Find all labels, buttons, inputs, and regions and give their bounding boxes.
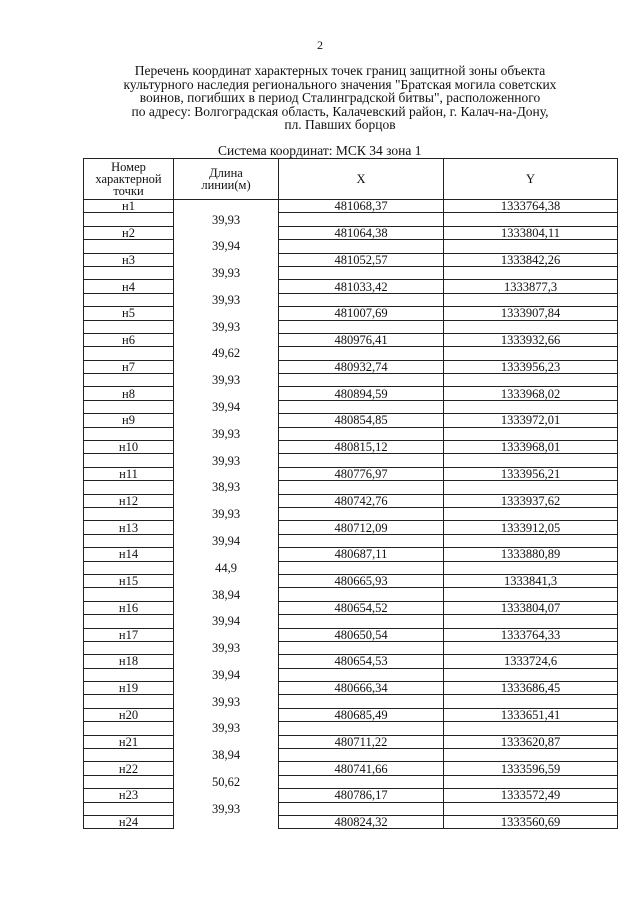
segment-length: 39,93: [174, 507, 279, 520]
y-empty: [444, 802, 618, 815]
length-spacer: [174, 467, 279, 480]
point-name: н16: [84, 601, 174, 614]
x-coordinate: 480666,34: [279, 682, 444, 695]
segment-row: [84, 588, 618, 601]
point-name: н10: [84, 441, 174, 454]
point-name-empty: [84, 481, 174, 494]
point-row: [84, 387, 618, 400]
point-name: н15: [84, 574, 174, 587]
point-name-empty: [84, 347, 174, 360]
point-name: н3: [84, 253, 174, 266]
point-row: [84, 708, 618, 721]
point-row: [84, 441, 618, 454]
y-coordinate: 1333877,3: [444, 280, 618, 293]
point-name: н5: [84, 307, 174, 320]
length-spacer: [174, 708, 279, 721]
segment-length: 49,62: [174, 347, 279, 360]
x-coordinate: 481052,57: [279, 253, 444, 266]
y-coordinate: 1333841,3: [444, 574, 618, 587]
segment-length: 39,94: [174, 615, 279, 628]
segment-row: [84, 534, 618, 547]
x-empty: [279, 347, 444, 360]
point-name-empty: [84, 695, 174, 708]
y-empty: [444, 427, 618, 440]
point-row: [84, 467, 618, 480]
y-empty: [444, 588, 618, 601]
x-empty: [279, 293, 444, 306]
x-empty: [279, 695, 444, 708]
point-row: [84, 307, 618, 320]
length-spacer: [174, 548, 279, 561]
segment-length: 39,93: [174, 695, 279, 708]
length-spacer: [174, 628, 279, 641]
point-row: [84, 762, 618, 775]
point-name: н22: [84, 762, 174, 775]
x-coordinate: 480894,59: [279, 387, 444, 400]
table-body: [84, 200, 618, 829]
segment-length: 39,93: [174, 320, 279, 333]
x-coordinate: 481064,38: [279, 226, 444, 239]
point-name: н14: [84, 548, 174, 561]
y-coordinate: 1333956,21: [444, 467, 618, 480]
segment-length: 50,62: [174, 775, 279, 788]
point-row: [84, 548, 618, 561]
point-name-empty: [84, 400, 174, 413]
segment-length: 39,93: [174, 293, 279, 306]
point-name-empty: [84, 749, 174, 762]
length-spacer: [174, 226, 279, 239]
point-row: [84, 253, 618, 266]
table-header-row: [84, 159, 618, 200]
point-name-empty: [84, 534, 174, 547]
point-name: н24: [84, 815, 174, 828]
length-spacer: [174, 494, 279, 507]
segment-length: 39,93: [174, 427, 279, 440]
y-coordinate: 1333972,01: [444, 414, 618, 427]
y-empty: [444, 695, 618, 708]
x-coordinate: 480976,41: [279, 333, 444, 346]
length-spacer: [174, 307, 279, 320]
y-coordinate: 1333724,6: [444, 655, 618, 668]
point-row: [84, 574, 618, 587]
x-coordinate: 480854,85: [279, 414, 444, 427]
segment-length: 39,93: [174, 266, 279, 279]
x-empty: [279, 213, 444, 226]
point-name: н7: [84, 360, 174, 373]
segment-length: 38,94: [174, 588, 279, 601]
point-row: [84, 333, 618, 346]
y-coordinate: 1333907,84: [444, 307, 618, 320]
y-empty: [444, 561, 618, 574]
point-row: [84, 494, 618, 507]
y-empty: [444, 749, 618, 762]
header-line-length: Длина линии(м): [174, 159, 279, 200]
point-name: н18: [84, 655, 174, 668]
segment-row: [84, 481, 618, 494]
segment-row: [84, 293, 618, 306]
segment-length: 39,94: [174, 240, 279, 253]
point-name: н23: [84, 789, 174, 802]
y-coordinate: 1333764,33: [444, 628, 618, 641]
y-empty: [444, 507, 618, 520]
point-row: [84, 601, 618, 614]
coordinate-system-label: Система координат: МСК 34 зона 1: [218, 143, 422, 158]
title-line: по адресу: Волгоградская область, Калачевский район, г. Калач-на-Дону,: [131, 103, 549, 119]
header-y: Y: [444, 159, 618, 200]
segment-row: [84, 507, 618, 520]
point-name: н20: [84, 708, 174, 721]
x-coordinate: 480932,74: [279, 360, 444, 373]
y-empty: [444, 240, 618, 253]
y-empty: [444, 534, 618, 547]
segment-length: 39,93: [174, 213, 279, 226]
x-empty: [279, 775, 444, 788]
y-empty: [444, 347, 618, 360]
length-spacer: [174, 762, 279, 775]
segment-row: [84, 427, 618, 440]
segment-row: [84, 400, 618, 413]
x-coordinate: 480742,76: [279, 494, 444, 507]
point-name-empty: [84, 374, 174, 387]
y-coordinate: 1333937,62: [444, 494, 618, 507]
point-name-empty: [84, 722, 174, 735]
x-coordinate: 480685,49: [279, 708, 444, 721]
segment-row: [84, 266, 618, 279]
x-coordinate: 480815,12: [279, 441, 444, 454]
x-empty: [279, 374, 444, 387]
y-coordinate: 1333596,59: [444, 762, 618, 775]
point-name-empty: [84, 427, 174, 440]
segment-length: 39,94: [174, 534, 279, 547]
point-name-empty: [84, 320, 174, 333]
document-title: [90, 64, 590, 132]
x-empty: [279, 588, 444, 601]
x-coordinate: 480687,11: [279, 548, 444, 561]
segment-row: [84, 722, 618, 735]
segment-length: 39,93: [174, 454, 279, 467]
length-spacer: [174, 333, 279, 346]
segment-length: 39,93: [174, 802, 279, 815]
point-name: н19: [84, 682, 174, 695]
point-name-empty: [84, 668, 174, 681]
x-empty: [279, 320, 444, 333]
segment-row: [84, 615, 618, 628]
x-empty: [279, 668, 444, 681]
segment-length: 39,93: [174, 641, 279, 654]
length-spacer: [174, 200, 279, 213]
y-empty: [444, 454, 618, 467]
y-coordinate: 1333804,11: [444, 226, 618, 239]
x-coordinate: 481068,37: [279, 200, 444, 213]
length-spacer: [174, 574, 279, 587]
point-name-empty: [84, 561, 174, 574]
page-number: 2: [317, 38, 323, 52]
point-name: н9: [84, 414, 174, 427]
x-coordinate: 480711,22: [279, 735, 444, 748]
x-coordinate: 480786,17: [279, 789, 444, 802]
segment-length: 39,93: [174, 722, 279, 735]
point-row: [84, 655, 618, 668]
point-row: [84, 815, 618, 828]
x-coordinate: 481007,69: [279, 307, 444, 320]
y-empty: [444, 722, 618, 735]
x-empty: [279, 534, 444, 547]
segment-row: [84, 695, 618, 708]
point-name-empty: [84, 588, 174, 601]
length-spacer: [174, 735, 279, 748]
segment-length: 38,93: [174, 481, 279, 494]
point-name: н21: [84, 735, 174, 748]
y-coordinate: 1333686,45: [444, 682, 618, 695]
x-empty: [279, 641, 444, 654]
title-line: пл. Павших борцов: [284, 117, 396, 132]
x-coordinate: 480654,53: [279, 655, 444, 668]
point-row: [84, 521, 618, 534]
length-spacer: [174, 655, 279, 668]
point-name-empty: [84, 641, 174, 654]
y-empty: [444, 320, 618, 333]
y-empty: [444, 293, 618, 306]
x-empty: [279, 507, 444, 520]
x-coordinate: 480741,66: [279, 762, 444, 775]
y-empty: [444, 481, 618, 494]
segment-length: 38,94: [174, 749, 279, 762]
y-coordinate: 1333932,66: [444, 333, 618, 346]
x-empty: [279, 427, 444, 440]
segment-row: [84, 668, 618, 681]
x-empty: [279, 615, 444, 628]
y-coordinate: 1333651,41: [444, 708, 618, 721]
point-row: [84, 628, 618, 641]
header-x: X: [279, 159, 444, 200]
point-name-empty: [84, 775, 174, 788]
segment-row: [84, 347, 618, 360]
x-coordinate: 480712,09: [279, 521, 444, 534]
segment-length: 39,94: [174, 400, 279, 413]
point-name-empty: [84, 615, 174, 628]
y-empty: [444, 213, 618, 226]
length-spacer: [174, 682, 279, 695]
segment-row: [84, 213, 618, 226]
point-name: н1: [84, 200, 174, 213]
point-name-empty: [84, 213, 174, 226]
segment-row: [84, 749, 618, 762]
y-empty: [444, 400, 618, 413]
segment-row: [84, 454, 618, 467]
point-row: [84, 789, 618, 802]
length-spacer: [174, 360, 279, 373]
length-spacer: [174, 387, 279, 400]
length-spacer: [174, 441, 279, 454]
point-row: [84, 682, 618, 695]
length-spacer: [174, 280, 279, 293]
point-row: [84, 360, 618, 373]
x-empty: [279, 454, 444, 467]
x-coordinate: 480824,32: [279, 815, 444, 828]
y-coordinate: 1333804,07: [444, 601, 618, 614]
point-name-empty: [84, 240, 174, 253]
segment-row: [84, 775, 618, 788]
length-spacer: [174, 815, 279, 828]
segment-row: [84, 374, 618, 387]
point-name: н17: [84, 628, 174, 641]
x-coordinate: 480665,93: [279, 574, 444, 587]
y-coordinate: 1333968,02: [444, 387, 618, 400]
x-coordinate: 480654,52: [279, 601, 444, 614]
y-coordinate: 1333764,38: [444, 200, 618, 213]
x-empty: [279, 561, 444, 574]
y-empty: [444, 668, 618, 681]
y-coordinate: 1333842,26: [444, 253, 618, 266]
x-coordinate: 481033,42: [279, 280, 444, 293]
point-name-empty: [84, 293, 174, 306]
point-name-empty: [84, 454, 174, 467]
point-row: [84, 200, 618, 213]
segment-row: [84, 320, 618, 333]
x-empty: [279, 240, 444, 253]
segment-row: [84, 641, 618, 654]
point-row: [84, 414, 618, 427]
point-name: н6: [84, 333, 174, 346]
point-name: н2: [84, 226, 174, 239]
point-name: н4: [84, 280, 174, 293]
x-empty: [279, 722, 444, 735]
header-point-number: Номер характерной точки: [84, 159, 174, 200]
segment-length: 39,94: [174, 668, 279, 681]
segment-row: [84, 802, 618, 815]
y-coordinate: 1333620,87: [444, 735, 618, 748]
length-spacer: [174, 521, 279, 534]
y-coordinate: 1333956,23: [444, 360, 618, 373]
segment-row: [84, 561, 618, 574]
segment-length: 39,93: [174, 374, 279, 387]
title-line: воинов, погибших в период Сталинградской битвы", расположенного: [139, 90, 541, 105]
point-name: н12: [84, 494, 174, 507]
point-name: н8: [84, 387, 174, 400]
point-row: [84, 280, 618, 293]
x-empty: [279, 266, 444, 279]
x-coordinate: 480776,97: [279, 467, 444, 480]
point-name: н11: [84, 467, 174, 480]
point-name-empty: [84, 266, 174, 279]
title-line: культурного наследия регионального значения "Братская могила советских: [123, 76, 557, 92]
segment-row: [84, 240, 618, 253]
x-empty: [279, 400, 444, 413]
title-line: Перечень координат характерных точек границ защитной зоны объекта: [134, 63, 546, 78]
y-empty: [444, 266, 618, 279]
length-spacer: [174, 789, 279, 802]
y-empty: [444, 775, 618, 788]
x-empty: [279, 802, 444, 815]
point-name: н13: [84, 521, 174, 534]
y-coordinate: 1333912,05: [444, 521, 618, 534]
length-spacer: [174, 414, 279, 427]
length-spacer: [174, 253, 279, 266]
y-coordinate: 1333560,69: [444, 815, 618, 828]
point-name-empty: [84, 507, 174, 520]
y-coordinate: 1333572,49: [444, 789, 618, 802]
y-coordinate: 1333880,89: [444, 548, 618, 561]
point-row: [84, 226, 618, 239]
y-coordinate: 1333968,01: [444, 441, 618, 454]
length-spacer: [174, 601, 279, 614]
point-row: [84, 735, 618, 748]
segment-length: 44,9: [174, 561, 279, 574]
y-empty: [444, 641, 618, 654]
x-empty: [279, 749, 444, 762]
coordinates-table: [83, 158, 618, 829]
y-empty: [444, 374, 618, 387]
point-name-empty: [84, 802, 174, 815]
x-empty: [279, 481, 444, 494]
x-coordinate: 480650,54: [279, 628, 444, 641]
y-empty: [444, 615, 618, 628]
